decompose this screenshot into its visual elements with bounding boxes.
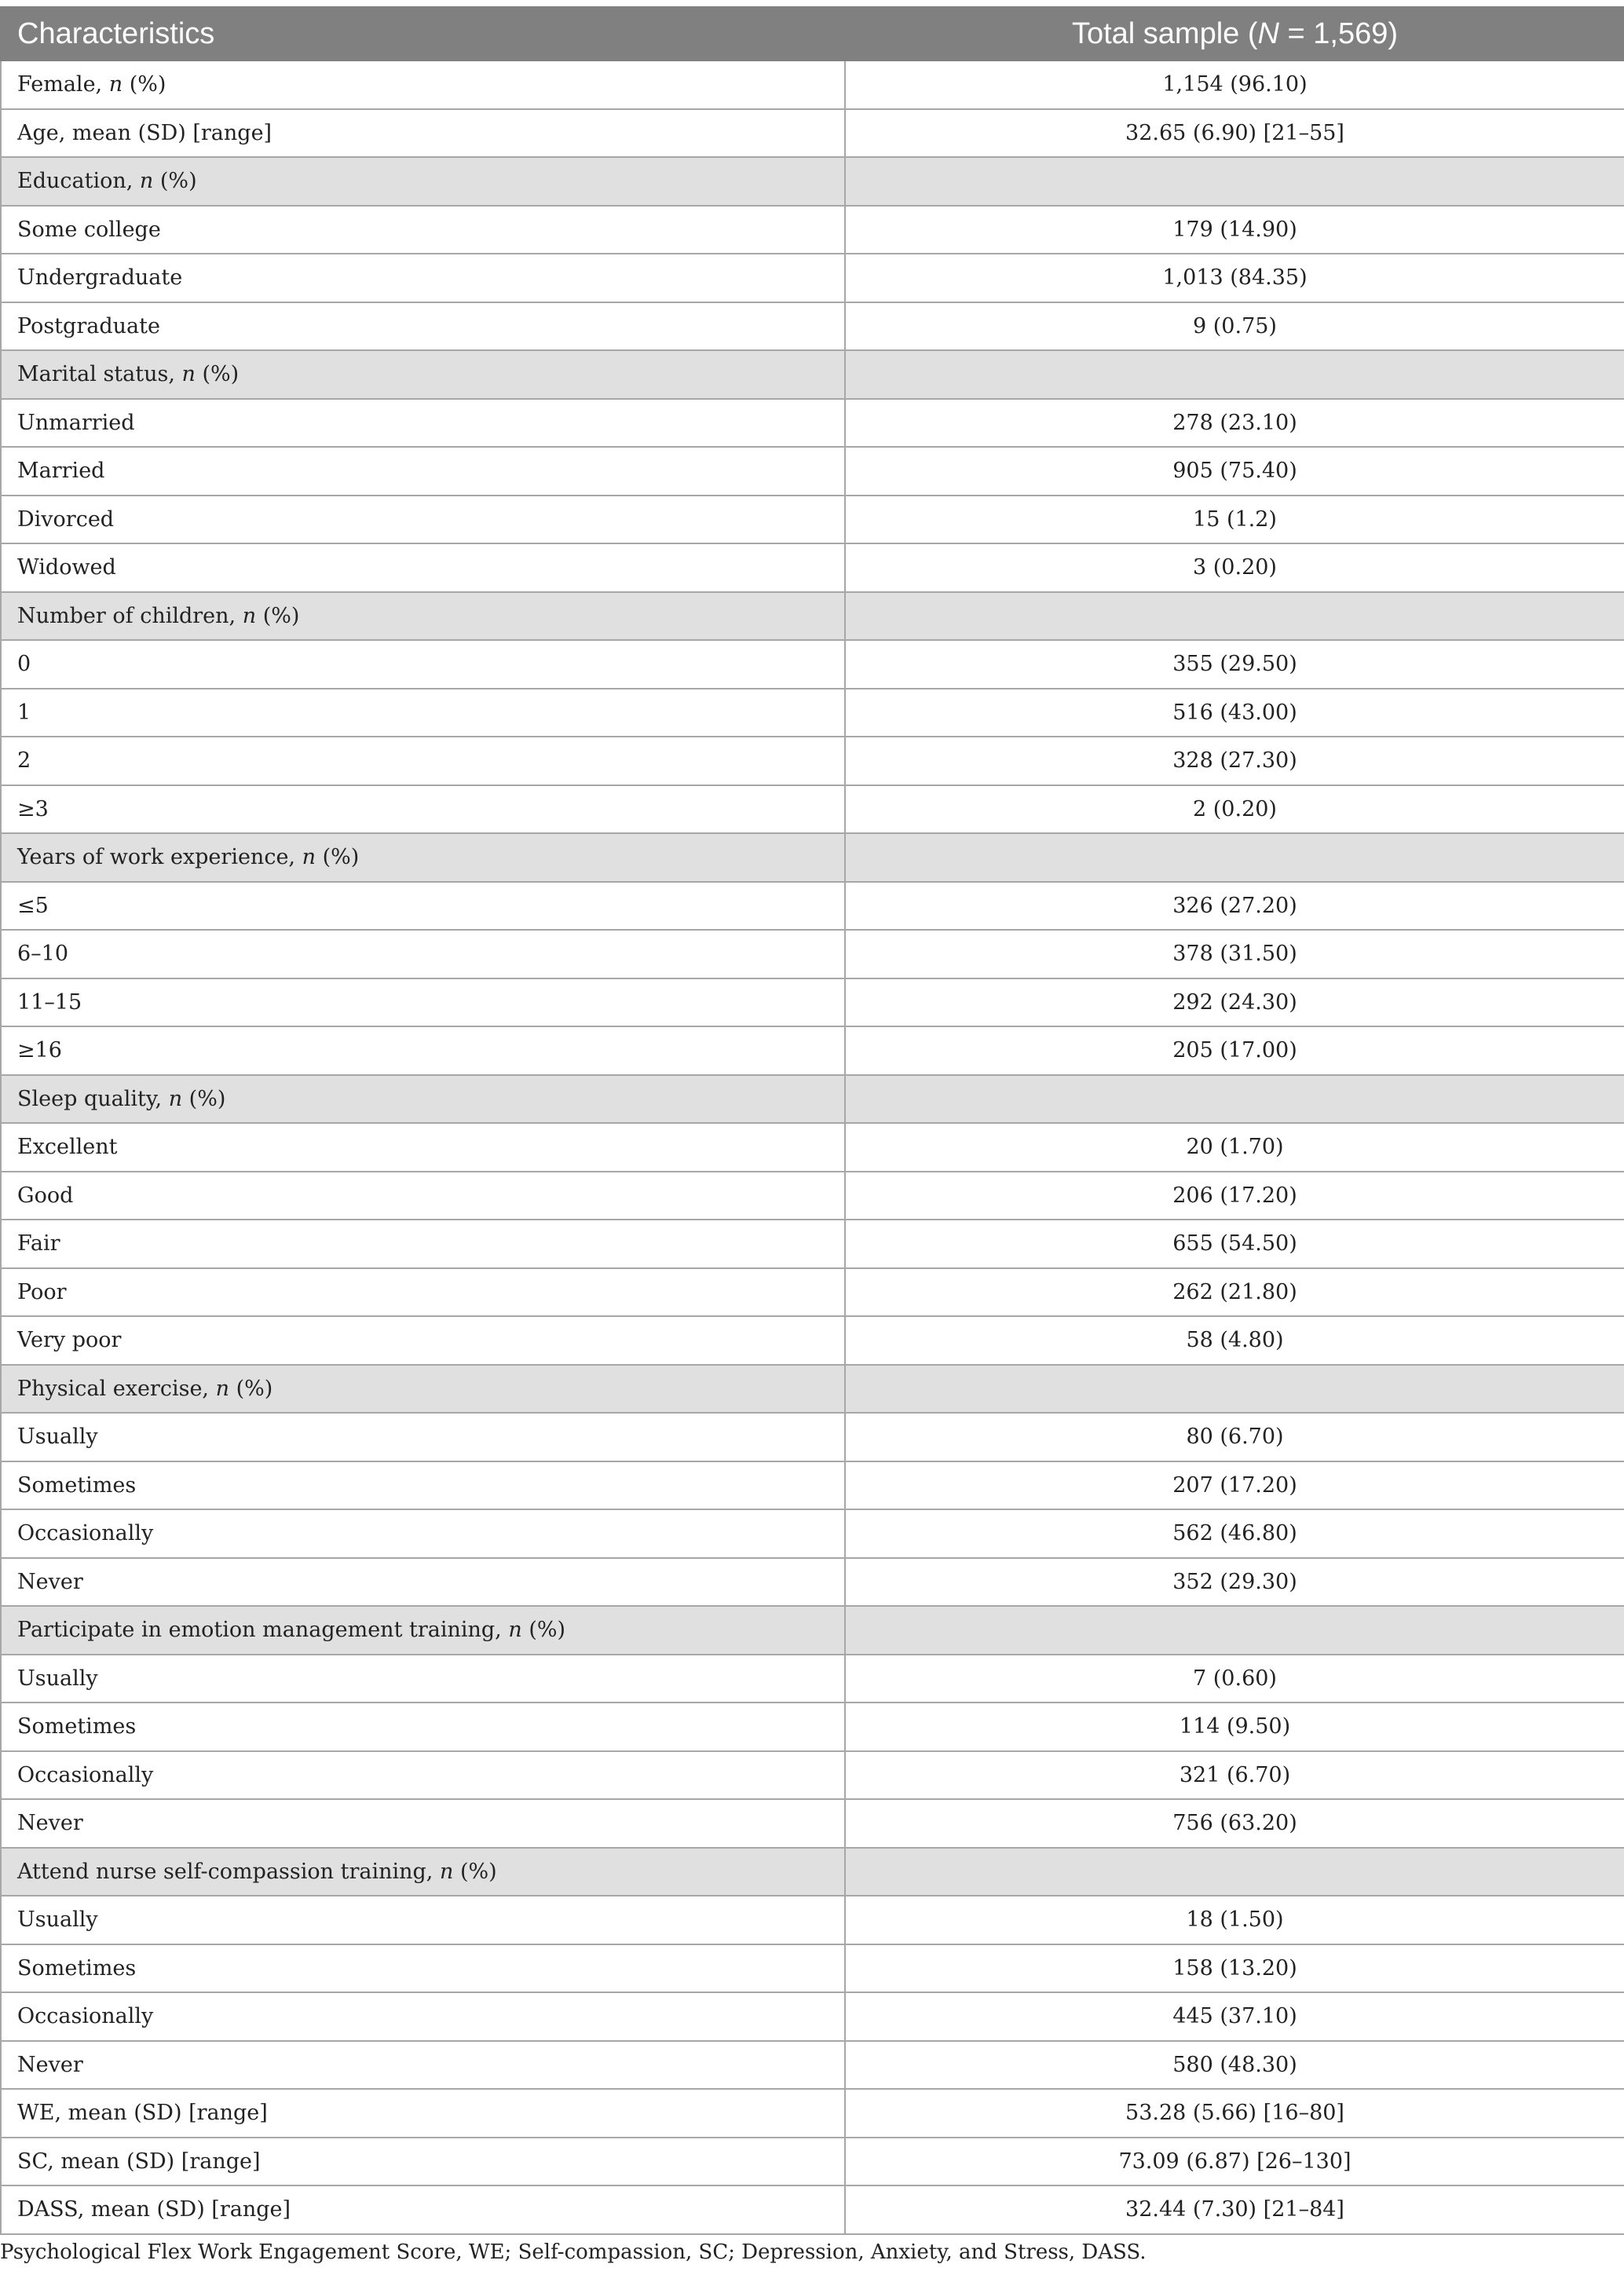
row-value: 206 (17.20) [845, 1172, 1624, 1220]
table-row [1, 1896, 1624, 1944]
row-label [1, 109, 845, 158]
label-text: Sometimes [17, 1472, 137, 1498]
table-row [1, 689, 1624, 737]
row-value: 1,013 (84.35) [845, 254, 1624, 302]
characteristics-table [0, 6, 1624, 2235]
label-text: Sometimes [17, 1955, 137, 1981]
section-label [1, 833, 845, 882]
row-value: 20 (1.70) [845, 1123, 1624, 1172]
section-value-empty [845, 592, 1624, 641]
label-suffix: (%) [229, 1376, 273, 1401]
row-label [1, 882, 845, 931]
table-row [1, 1026, 1624, 1075]
table-row [1, 543, 1624, 592]
table-row [1, 1992, 1624, 2041]
table-row [1, 206, 1624, 254]
label-italic: n [508, 1618, 522, 1643]
section-label [1, 157, 845, 206]
label-suffix: (%) [521, 1618, 566, 1643]
table-footnote: Psychological Flex Work Engagement Score, WE; Self-compassion, SC; Depression, Anxiety, and Stress, DASS. [0, 2240, 1147, 2264]
row-label [1, 2041, 845, 2090]
label-text: Never [17, 2052, 83, 2077]
row-label [1, 930, 845, 978]
row-value: 352 (29.30) [845, 1558, 1624, 1607]
label-text: DASS, mean (SD) [range] [17, 2197, 291, 2222]
label-text: Fair [17, 1231, 60, 1256]
row-value: 326 (27.20) [845, 882, 1624, 931]
table-header [1, 7, 1624, 60]
row-value: 445 (37.10) [845, 1992, 1624, 2041]
table-row [1, 496, 1624, 544]
row-value: 32.65 (6.90) [21–55] [845, 109, 1624, 158]
row-label [1, 1220, 845, 1268]
row-value: 1,154 (96.10) [845, 60, 1624, 109]
label-italic: n [302, 845, 316, 870]
section-label [1, 1848, 845, 1896]
label-suffix: (%) [153, 169, 197, 194]
table-row [1, 1751, 1624, 1800]
row-value: 15 (1.2) [845, 496, 1624, 544]
label-suffix: (%) [256, 603, 300, 628]
label-suffix: (%) [315, 845, 360, 870]
section-row [1, 833, 1624, 882]
row-label [1, 1123, 845, 1172]
section-row [1, 592, 1624, 641]
table-row [1, 737, 1624, 785]
row-label [1, 60, 845, 109]
table-row [1, 640, 1624, 689]
label-text: Married [17, 459, 105, 484]
row-value: 562 (46.80) [845, 1509, 1624, 1558]
row-label [1, 447, 845, 496]
row-label [1, 1799, 845, 1848]
row-label [1, 689, 845, 737]
label-text: Participate in emotion management training, [17, 1618, 509, 1643]
header-total-suffix: = 1,569) [1278, 17, 1399, 50]
row-value: 18 (1.50) [845, 1896, 1624, 1944]
row-value: 321 (6.70) [845, 1751, 1624, 1800]
label-suffix: (%) [123, 72, 166, 97]
row-label [1, 1172, 845, 1220]
table-row [1, 302, 1624, 351]
label-text: Education, [17, 169, 140, 194]
section-value-empty [845, 833, 1624, 882]
label-text: Unmarried [17, 410, 135, 435]
label-text: Occasionally [17, 1521, 154, 1546]
section-row [1, 1606, 1624, 1655]
label-text: Usually [17, 1666, 98, 1691]
section-value-empty [845, 350, 1624, 399]
table-row [1, 1268, 1624, 1317]
table-row [1, 60, 1624, 109]
row-value: 378 (31.50) [845, 930, 1624, 978]
table-row [1, 1220, 1624, 1268]
label-suffix: (%) [182, 1086, 226, 1111]
row-label [1, 640, 845, 689]
row-value: 580 (48.30) [845, 2041, 1624, 2090]
row-label [1, 978, 845, 1027]
row-label [1, 254, 845, 302]
header-characteristics: Characteristics [1, 7, 845, 60]
label-suffix: (%) [453, 1859, 497, 1884]
row-label [1, 496, 845, 544]
table-row [1, 1123, 1624, 1172]
table-row [1, 2185, 1624, 2234]
label-text: Number of children, [17, 603, 243, 628]
label-text: Undergraduate [17, 265, 183, 291]
label-text: Female, [17, 72, 109, 97]
label-text: ≥3 [17, 796, 49, 821]
row-label [1, 543, 845, 592]
row-value: 516 (43.00) [845, 689, 1624, 737]
header-total-prefix: Total sample ( [1071, 17, 1258, 50]
row-value: 207 (17.20) [845, 1461, 1624, 1510]
row-label [1, 1268, 845, 1317]
section-label [1, 350, 845, 399]
label-text: ≤5 [17, 893, 49, 918]
row-label [1, 302, 845, 351]
label-text: 11–15 [17, 989, 82, 1015]
section-row [1, 157, 1624, 206]
row-label [1, 1655, 845, 1703]
label-text: Good [17, 1183, 74, 1208]
row-value: 53.28 (5.66) [16–80] [845, 2089, 1624, 2138]
label-text: Some college [17, 217, 161, 242]
row-value: 158 (13.20) [845, 1944, 1624, 1993]
label-text: Years of work experience, [17, 845, 302, 870]
row-value: 58 (4.80) [845, 1316, 1624, 1365]
header-total-n: N [1257, 17, 1279, 50]
row-label [1, 1896, 845, 1944]
row-value: 905 (75.40) [845, 447, 1624, 496]
row-label [1, 2089, 845, 2138]
row-value: 9 (0.75) [845, 302, 1624, 351]
row-value: 355 (29.50) [845, 640, 1624, 689]
label-text: Marital status, [17, 362, 182, 387]
row-value: 3 (0.20) [845, 543, 1624, 592]
label-text: Never [17, 1811, 83, 1836]
row-value: 32.44 (7.30) [21–84] [845, 2185, 1624, 2234]
label-text: Sleep quality, [17, 1086, 169, 1111]
header-row [1, 7, 1624, 60]
label-text: Age, mean (SD) [range] [17, 120, 272, 145]
row-label [1, 1703, 845, 1751]
row-value: 80 (6.70) [845, 1413, 1624, 1461]
table-row [1, 2041, 1624, 2090]
label-text: Very poor [17, 1328, 122, 1353]
row-value: 756 (63.20) [845, 1799, 1624, 1848]
label-text: Occasionally [17, 1762, 154, 1787]
label-text: 0 [17, 652, 31, 677]
section-value-empty [845, 1365, 1624, 1414]
section-row [1, 350, 1624, 399]
label-text: Excellent [17, 1135, 118, 1160]
section-row [1, 1365, 1624, 1414]
label-text: Postgraduate [17, 313, 160, 338]
table-row [1, 2138, 1624, 2186]
section-label [1, 592, 845, 641]
row-label [1, 2185, 845, 2234]
row-label [1, 1944, 845, 1993]
row-value: 278 (23.10) [845, 399, 1624, 448]
section-value-empty [845, 1848, 1624, 1896]
table-body [1, 60, 1624, 2234]
row-label [1, 1026, 845, 1075]
section-row [1, 1075, 1624, 1124]
table-row [1, 1799, 1624, 1848]
row-label [1, 1413, 845, 1461]
table-row [1, 1316, 1624, 1365]
row-label [1, 737, 845, 785]
label-text: Attend nurse self-compassion training, [17, 1859, 440, 1884]
label-suffix: (%) [195, 362, 240, 387]
label-text: Poor [17, 1279, 67, 1304]
label-text: Physical exercise, [17, 1376, 216, 1401]
row-value: 179 (14.90) [845, 206, 1624, 254]
section-label [1, 1075, 845, 1124]
section-value-empty [845, 1075, 1624, 1124]
header-total-sample [845, 7, 1624, 60]
row-value: 2 (0.20) [845, 785, 1624, 834]
table-row [1, 978, 1624, 1027]
label-text: Never [17, 1569, 83, 1594]
row-value: 205 (17.00) [845, 1026, 1624, 1075]
table-row [1, 1509, 1624, 1558]
table-row [1, 1413, 1624, 1461]
label-italic: n [139, 169, 154, 194]
table-row [1, 1655, 1624, 1703]
label-text: Divorced [17, 507, 115, 532]
label-text: SC, mean (SD) [range] [17, 2149, 261, 2174]
row-label [1, 1461, 845, 1510]
table-row [1, 930, 1624, 978]
row-value: 114 (9.50) [845, 1703, 1624, 1751]
section-row [1, 1848, 1624, 1896]
table-row [1, 785, 1624, 834]
label-italic: n [108, 72, 123, 97]
table-row [1, 254, 1624, 302]
row-label [1, 1751, 845, 1800]
label-text: Widowed [17, 555, 116, 580]
table-row [1, 1703, 1624, 1751]
row-value: 292 (24.30) [845, 978, 1624, 1027]
label-text: 2 [17, 748, 31, 774]
table-row [1, 1461, 1624, 1510]
section-value-empty [845, 157, 1624, 206]
row-label [1, 206, 845, 254]
label-text: Usually [17, 1425, 98, 1450]
row-value: 7 (0.60) [845, 1655, 1624, 1703]
table-row [1, 109, 1624, 158]
table-row [1, 1944, 1624, 1993]
label-text: Occasionally [17, 2004, 154, 2029]
label-text: Usually [17, 1907, 98, 1933]
label-text: Sometimes [17, 1714, 137, 1739]
label-italic: n [439, 1859, 454, 1884]
table-row [1, 1172, 1624, 1220]
row-value: 655 (54.50) [845, 1220, 1624, 1268]
label-italic: n [215, 1376, 229, 1401]
table-row [1, 2089, 1624, 2138]
row-label [1, 2138, 845, 2186]
section-label [1, 1606, 845, 1655]
table-row [1, 1558, 1624, 1607]
label-italic: n [242, 603, 257, 628]
table-row [1, 447, 1624, 496]
row-label [1, 1509, 845, 1558]
section-label [1, 1365, 845, 1414]
section-value-empty [845, 1606, 1624, 1655]
label-italic: n [181, 362, 196, 387]
label-text: 6–10 [17, 942, 69, 967]
row-value: 262 (21.80) [845, 1268, 1624, 1317]
label-italic: n [168, 1086, 183, 1111]
row-label [1, 1558, 845, 1607]
table-row [1, 882, 1624, 931]
table-row [1, 399, 1624, 448]
row-label [1, 1316, 845, 1365]
row-value: 328 (27.30) [845, 737, 1624, 785]
label-text: WE, mean (SD) [range] [17, 2101, 268, 2126]
label-text: ≥16 [17, 1038, 62, 1063]
row-label [1, 1992, 845, 2041]
row-label [1, 785, 845, 834]
row-value: 73.09 (6.87) [26–130] [845, 2138, 1624, 2186]
label-text: 1 [17, 700, 31, 725]
row-label [1, 399, 845, 448]
